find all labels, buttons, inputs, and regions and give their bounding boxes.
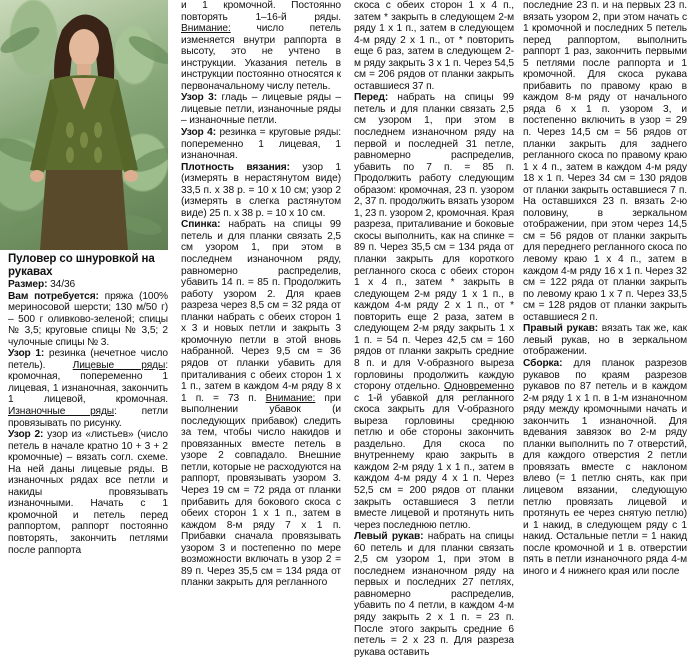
simultaneous-label: Одновременно [443,381,514,393]
left-sleeve-text: набрать на спицы 60 петель и для планки связать 2,5 см узором 1, при этом в последнем изнаночном ряду на первых и последних 27 петлях, равномерно распределив, убавить по 4 петли, в каждом 4-м ряду закрыть 2 x 1 п. = 23 п. После этого закрыть средние 6 петель = 2 x 23 п. Для разреза рукава оставить [354,531,514,658]
back-continued: скоса с обеих сторон 1 x 4 п., затем * закрыть в следующем 2-м ряду 1 x 1 п., затем в следующем 4-м ряду 2 x 1 п., от * повторить еще 6 раз, затем в следующем 2-м ряду закрыть 3 x 1 п. Через 54,5 см = 206 рядов от планки закрыть оставшиеся 37 п. [354,0,514,92]
left-sleeve-paragraph [354,531,514,658]
column-1 [8,253,168,556]
size-label: Размер: [8,279,48,290]
front-text: набрать на спицы 99 петель и для планки связать 2,5 см узором 1, при этом в последнем изнаночном ряду на первой и последней 31 петле, равномерно распределив, убавить по 7 п. = 85 п. Продолжить работу следующим образом: кромочная, 23 п. узором 2, 37 п. продолжить вязать узором 1, 23 п. узором 2, кромочная. Края разреза, приталивание и боковые скосы выполнить, как на спинке = 89 п. Через 35,5 см = 134 ряда от планки закрыть для короткого регланного скоса с обеих сторон 1 x 4 п., затем * закрыть в следующем 2-м ряду 1 x 1 п., в каждом 4-м ряду 2 x 1 п., от * повторить еще 2 раза, затем в следующем 2-м ряду закрыть 1 x 1 п. = 54 п. Через 42,5 см = 160 рядов от планки закрыть средние 8 п. и для V-образного выреза горловины продолжить каждую сторону отдельно. [354,92,515,393]
pattern1-paragraph [8,348,168,429]
front-text-2: с 1-й убавкой для регланного скоса закрыть для V-образного выреза горловины среднюю петлю и обе стороны закончить раздельно. Для скоса по внутреннему краю закрыть в каждом 2-м ряду 1 x 1 п., затем в каждом 4-м ряду 4 x 1 п. Через 52,5 см = 200 рядов от планки закрыть оставшиеся 3 петли вместе лицевой и протянуть нить через последнюю петлю. [354,392,514,531]
attention-label-2: Внимание: [265,392,316,404]
density-label: Плотность вязания: [181,161,290,173]
materials-paragraph [8,291,168,349]
pattern2-text: узор из «листьев» (число петель в начале кратно 10 + 3 + 2 кромочные) – вязать согл. схеме. На ней даны лицевые ряды. В изнаночных рядах все петли и накиды провязывать изнаночными. Начать с 1 кромочной и петель перед раппортом, раппорт постоянно повторять, закончить петлями после раппорта [8,429,168,556]
purl-rows-label: Изнаночные ряды [8,406,115,418]
pattern4-text: резинка = круговые ряды: попеременно 1 лицевая, 1 изнаночная. [181,127,341,162]
model-illustration [0,0,168,250]
column-4 [523,0,687,577]
pattern-title: Пуловер со шнуровкой на рукавах [8,253,155,278]
pattern2-label: Узор 2: [8,429,44,441]
right-sleeve-label: Правый рукав: [523,323,599,335]
density-text: узор 1 (измерять в нерастянутом виде) 33,5 п. x 38 р. = 10 x 10 см; узор 2 (измерять в слегка растянутом виде) 25 п. x 38 р. = 10 x 10 см. [181,161,341,219]
right-sleeve-text: вязать так же, как левый рукав, но в зеркальном отображении. [523,323,687,358]
pattern1-label: Узор 1: [8,348,45,360]
front-paragraph [354,92,514,531]
pattern3-paragraph [181,92,341,127]
left-sleeve-label: Левый рукав: [354,531,424,543]
materials-label: Вам потребуется: [8,290,99,302]
pattern2-paragraph [8,429,168,556]
assembly-text: для планок разрезов рукавов по краям разрезов рукавов по 87 петель и в каждом 2-м ряду 1 x 1 п. в 1-м изнаночном ряду между кромочными начать и закончить 1 изнаночной. Для вдевания завязок во 2-м ряду планки выполнить по 7 отверстий, для каждого отверстия 2 петли провязать вместе с наклоном влево (= 1 петлю снять, как при лицевом вязании, следующую петлю провязать лицевой и протянуть ее через снятую петлю) и 1 накид, в следующем ряду с 1 накид. Остальные петли = 1 накид после кромочной и 1 в. отверстии пять в петли изнаночного ряда 4-м иного и 4 нижнего края или после [523,357,687,577]
back-label: Спинка: [181,219,221,231]
right-sleeve-paragraph [523,323,687,358]
attention-label-1: Внимание: [181,23,231,35]
pattern3-text: гладь – лицевые ряды – лицевые петли, изнаночные ряды – изнаночные петли. [181,92,341,127]
assembly-label: Сборка: [523,357,563,369]
model-photo [0,0,168,250]
pattern4-label: Узор 4: [181,127,217,139]
size-value: 34/36 [47,279,76,290]
pattern1-purl-text: : петли провязывать по рисунку. [8,406,168,429]
pattern2-continued [181,0,341,92]
pattern1-face-text: : кромочная, попеременно 1 лицевая, 1 изнаночная, закончить 1 лицевой, кромочная. [8,359,168,406]
size-paragraph [8,279,168,291]
pattern1-text: резинка (нечетное число петель). [8,348,168,371]
back-paragraph [181,219,341,589]
attention-text-1: число петель изменяется внутри раппорта в высоту, это не учтено в инструкции. Указания петель в инструкции постоянно относятся к первоначальному числу петель. [181,23,341,92]
left-sleeve-continued: последние 23 п. и на первых 23 п. вязать узором 2, при этом начать с 1 кромочной и последних 5 петель перед раппортом, выполнить раппорт 1 раз, закончить первыми 5 петлями после раппорта и 1 кромочной. Для скоса рукава прибавить по правому краю в каждом 8-м ряду от начального ряда 6 x 1 п. узором 3, и постепенно включить в узор = 29 п. Через 14,5 см = 56 рядов от планки закрыть для заднего регланного скоса по правому краю 1 x 4 п., затем в каждом 4-м ряду 18 x 1 п. Через 34 см = 130 рядов от планки закрыть оставшиеся 7 п. На оставшихся 23 п. вязать 2-ю половину, в зеркальном отображении, при этом через 14,5 см = 56 рядов от планки закрыть для переднего регланного скоса по левому краю 1 x 4 п., затем в каждом 4-м ряду 16 x 1 п. Через 32 см = 122 ряда от планки закрыть по левому краю 1 x 7 п. Через 33,5 см = 128 рядов от планки закрыть оставшиеся 2 п. [523,0,687,323]
assembly-paragraph [523,358,687,577]
pattern4-paragraph [181,127,341,162]
back-text-2: при выполнении убавок (и последующих прибавок) следить за тем, чтобы число накидов и провязанных вместе петель в узоре 2 совпадало. Внешние петли, которые не расходуются на раппорт, провязывать узором 3. Через 19 см = 72 ряда от планки прибавить для бокового скоса с обеих сторон 1 x 1 п., затем в каждом 8-м ряду 7 x 1 п. Прибавки сначала провязывать узором 3 и постепенно по мере возможности включать в узор 2 = 89 п. Через 35,5 см = 134 ряда от планки закрыть для регланного [181,392,341,589]
pattern3-label: Узор 3: [181,92,218,104]
column-2 [181,0,341,589]
materials-value: пряжа (100% мериносовой шерсти; 130 м/50 г) – 500 г оливково-зеленой; спицы № 3,5; круговые спицы № 3,5; 2 чулочные спицы № 3. [8,290,168,348]
column-3 [354,0,514,658]
density-paragraph [181,162,341,220]
back-text: набрать на спицы 99 петель и для планки связать 2,5 см узором 1, при этом в последнем изнаночном ряду, равномерно распределив, убавить 14 п. = 85 п. Продолжить работу узором 2. Для краев разреза через 8,5 см = 32 ряда от планки набрать с обеих сторон 1 x 3 и новых петли и закрыть 3 кромочную петли в этой вновь набранной. Через 9,5 см = 36 рядов от планки убавить для приталивания с обеих сторон 1 x 1 п., затем в каждом 4-м ряду 8 x 1 п. = 73 п. [181,219,341,404]
pattern2-cont-text: и 1 кромочной. Постоянно повторять 1–16-й ряды. [181,0,341,23]
front-label: Перед: [354,92,389,104]
face-rows-label: Лицевые ряды [72,359,166,371]
